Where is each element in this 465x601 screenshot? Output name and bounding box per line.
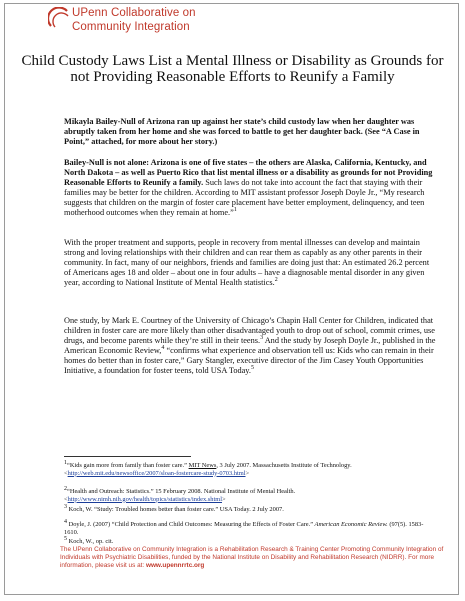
footnote-2-marker: 2 (64, 485, 67, 492)
org-name-line2: Community Integration (72, 21, 190, 33)
footnote-1-c: > (245, 469, 250, 477)
footnote-5-text: Koch, W., op. cit. (67, 538, 114, 545)
footnote-divider (64, 456, 191, 457)
footnote-4-a: Doyle, J. (2007) “Child Protection and Child Outcomes: Measuring the Effects of Foster Care.” (67, 521, 314, 528)
lead-paragraph: Mikayla Bailey-Null of Arizona ran up against her state’s child custody law when her daughter was abruptly taken from her home and she was forced to battle to get her daughter back. (See “A Case in Point,” attached, for more about her story.) (64, 117, 420, 146)
arc-logo-icon (48, 7, 70, 29)
footnote-3-text: Koch, W. “Study: Troubled homes better than foster care.” USA Today. 2 July 2007. (67, 506, 284, 513)
footnote-1-a: “Kids gain more from family than foster care.” (67, 462, 187, 469)
footnote-3-marker: 3 (64, 503, 67, 510)
paragraph-study-c: “confirms what experience and observation tell us: Kids who can remain in their homes do better than in foster care,” Gary Stangler, executive director of the Jim Casey Youth Opportunities Initiative, a foundation for foster teens, told USA Today. (64, 345, 434, 375)
footnote-1-link[interactable]: http://web.mit.edu/newsoffice/2007/sloan-fostercare-study-0703.html (67, 469, 246, 477)
footnote-2-b: > (221, 495, 226, 503)
footnote-3 (64, 503, 436, 514)
paragraph-treatment (64, 238, 436, 288)
paragraph-alone-rest: Such laws do not take into account the fact that staying with their families may be better for the children. According to MIT assistant professor Joseph Doyle Jr., “My research suggests that children on the margin of foster care placement have better employment, delinquency, and teen motherhood outcomes when they remain at home.” (64, 177, 425, 217)
footnote-1-marker: 1 (64, 459, 67, 466)
footnote-4 (64, 518, 436, 536)
footnote-4-marker: 4 (64, 518, 67, 525)
footer-text: The UPenn Collaborative on Community Integration is a Rehabilitation Research & Training Center Promoting Community Integration of Individuals with Psychiatric Disabilities, funded by the National Institute on Disability and Rehabilitation Research (NIDRR). For more information, please visit us at: (60, 546, 444, 569)
paragraph-alone-bold: Bailey-Null is not alone: Arizona is one of five states – the others are Alaska, California, Kentucky, and North Dakota – as well as Puerto Rico that list mental illness or a disability as grounds for not Providing Reasonable Efforts to Reunify a family. (64, 158, 433, 187)
footnote-ref-1[interactable]: 1 (233, 206, 237, 213)
paragraph-study (64, 316, 436, 375)
footnote-2 (64, 485, 436, 503)
footnote-1-source: MIT News (188, 462, 217, 469)
footnote-1-b: , 3 July 2007. Massachusetts Institute of Technology. < (64, 462, 352, 477)
org-name-line1: UPenn Collaborative on (72, 7, 196, 19)
footnote-4-journal: American Economic Review. (313, 521, 388, 528)
footnote-ref-3[interactable]: 3 (260, 335, 264, 342)
footnote-4-b: (97(5). 1583-1610. (64, 521, 424, 536)
footnote-5-marker: 5 (64, 535, 67, 542)
footnote-ref-5[interactable]: 5 (250, 364, 254, 371)
footnote-2-a: “Health and Outreach: Statistics.” 15 February 2008. National Institute of Mental Health. < (64, 488, 296, 503)
page-footer (60, 546, 445, 569)
paragraph-alone (64, 158, 436, 217)
footnote-2-link[interactable]: http://www.nimh.nih.gov/health/topics/statistics/index.shtml (67, 495, 222, 503)
page-title: Child Custody Laws List a Mental Illness or Disability as Grounds for not Providing Reasonable Efforts to Reunify a Family (21, 53, 444, 85)
paragraph-study-b: And the study by Joseph Doyle Jr., published in the American Economic Review, (64, 335, 436, 355)
paragraph-treatment-text: With the proper treatment and supports, people in recovery from mental illnesses can develop and maintain strong and loving relationships with their children and can rear them as capably as any other parents in their community. In fact, many of our neighbors, friends and families are doing just that: An estimated 26.2 percent of Americans ages 18 and older – about one in four adults – have a diagnosable mental disorder in any given year, according to National Institute of Mental Health statistics. (64, 238, 430, 287)
footnote-ref-4[interactable]: 4 (161, 344, 165, 351)
footnote-1 (64, 459, 436, 477)
footnote-ref-2[interactable]: 2 (274, 276, 278, 283)
paragraph-study-a: One study, by Mark E. Courtney of the University of Chicago’s Chapin Hall Center for Children, indicated that children in foster care are more likely than other disadvantaged youth to drop out of school, commit crimes, use drugs, and become parents while they’re still in their teens. (64, 316, 435, 345)
footer-link[interactable]: www.upennrrtc.org (145, 561, 205, 569)
footnote-5 (64, 535, 436, 546)
